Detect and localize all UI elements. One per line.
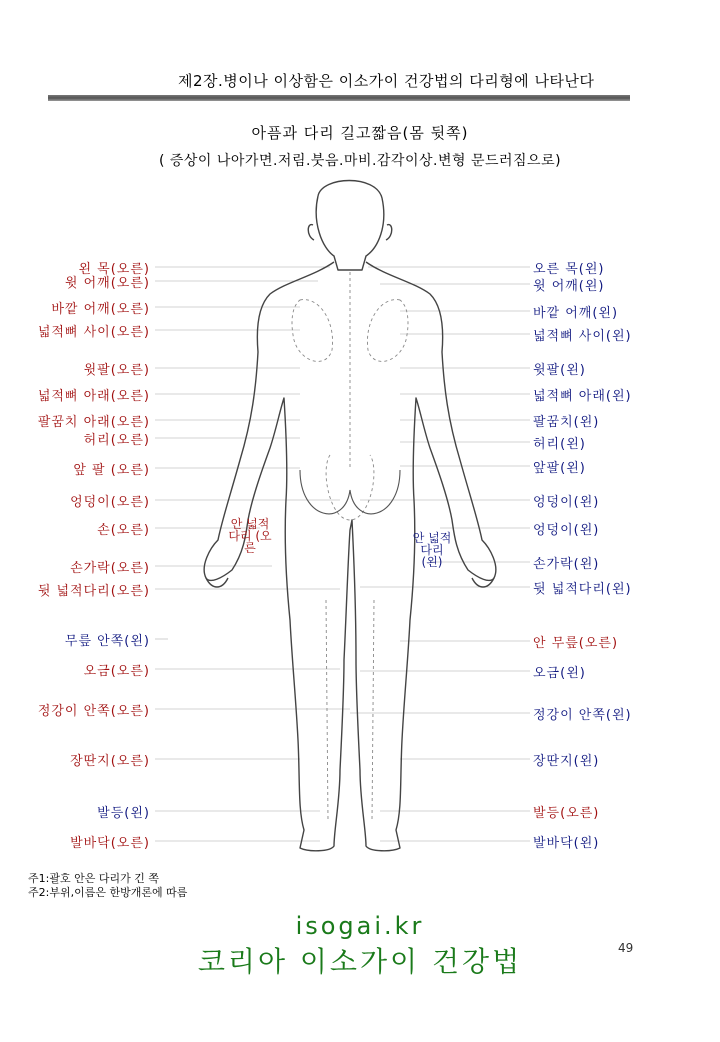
left-label: 윗 어깨(오른) xyxy=(64,276,150,291)
page-number: 49 xyxy=(618,941,634,955)
left-label: 뒷 넓적다리(오른) xyxy=(37,584,150,599)
left-label: 오금(오른) xyxy=(83,664,150,679)
right-label: 윗 어깨(왼) xyxy=(533,279,605,294)
chapter-header: 제2장.병이나 이상함은 이소가이 건강법의 다리형에 나타난다 xyxy=(178,72,595,90)
left-label: 왼 목(오른) xyxy=(78,262,150,277)
left-label: 팔꿈치 아래(오른) xyxy=(37,415,150,430)
right-label: 바깥 어깨(왼) xyxy=(533,306,619,321)
right-label: 넓적뼈 아래(왼) xyxy=(533,389,632,404)
right-label: 안 무릎(오른) xyxy=(533,636,619,651)
right-label: 팔꿈치(왼) xyxy=(533,415,600,430)
note-2: 주2:부위,이름은 한방개론에 따름 xyxy=(28,886,188,899)
page-title: 아픔과 다리 길고짧음(몸 뒷쪽) xyxy=(251,124,469,142)
left-label: 바깥 어깨(오른) xyxy=(51,302,150,317)
page-subtitle: ( 증상이 나아가면.저림.붓음.마비.감각이상.변형 문드러짐으로) xyxy=(158,153,562,169)
left-label: 허리(오른) xyxy=(83,433,150,448)
right-label: 넓적뼈 사이(왼) xyxy=(533,329,632,344)
left-label: 장딴지(오른) xyxy=(70,754,150,769)
inner-thigh-right-label: 안 넓적 다리 (왼) xyxy=(412,531,452,569)
right-label: 정강이 안쪽(왼) xyxy=(533,708,632,723)
site-url[interactable]: isogai.kr xyxy=(295,912,425,940)
right-label: 엉덩이(왼) xyxy=(533,495,600,510)
left-label: 윗팔(오른) xyxy=(83,363,150,378)
right-label: 오금(왼) xyxy=(533,666,586,681)
left-label: 정강이 안쪽(오른) xyxy=(37,704,150,719)
inner-thigh-left-label: 안 넓적 다리 (오른 xyxy=(228,517,272,555)
brand-title: 코리아 이소가이 건강법 xyxy=(197,945,523,978)
right-label: 발바닥(왼) xyxy=(533,836,600,851)
note-1: 주1:괄호 안은 다리가 긴 쪽 xyxy=(28,872,159,885)
left-label: 넓적뼈 사이(오른) xyxy=(37,325,150,340)
right-label: 허리(왼) xyxy=(533,437,586,452)
right-label: 엉덩이(왼) xyxy=(533,523,600,538)
right-label: 발등(오른) xyxy=(533,806,600,821)
left-label: 앞 팔 (오른) xyxy=(73,463,150,478)
right-label: 손가락(왼) xyxy=(533,557,600,572)
right-label: 앞팔(왼) xyxy=(533,461,586,476)
right-label: 장딴지(왼) xyxy=(533,754,600,769)
left-label: 발바닥(오른) xyxy=(70,836,150,851)
left-label: 무릎 안쪽(왼) xyxy=(64,634,150,649)
left-label: 발등(왼) xyxy=(97,806,150,821)
right-label: 윗팔(왼) xyxy=(533,363,586,378)
buttocks-lines xyxy=(300,470,400,514)
right-label: 뒷 넓적다리(왼) xyxy=(533,582,632,597)
left-label: 손(오른) xyxy=(97,523,150,538)
left-label: 엉덩이(오른) xyxy=(70,495,150,510)
muscle-lines xyxy=(292,272,408,820)
left-label: 손가락(오른) xyxy=(70,561,150,576)
right-label: 오른 목(왼) xyxy=(533,262,605,277)
left-label: 넓적뼈 아래(오른) xyxy=(37,389,150,404)
leader-lines xyxy=(155,267,530,841)
